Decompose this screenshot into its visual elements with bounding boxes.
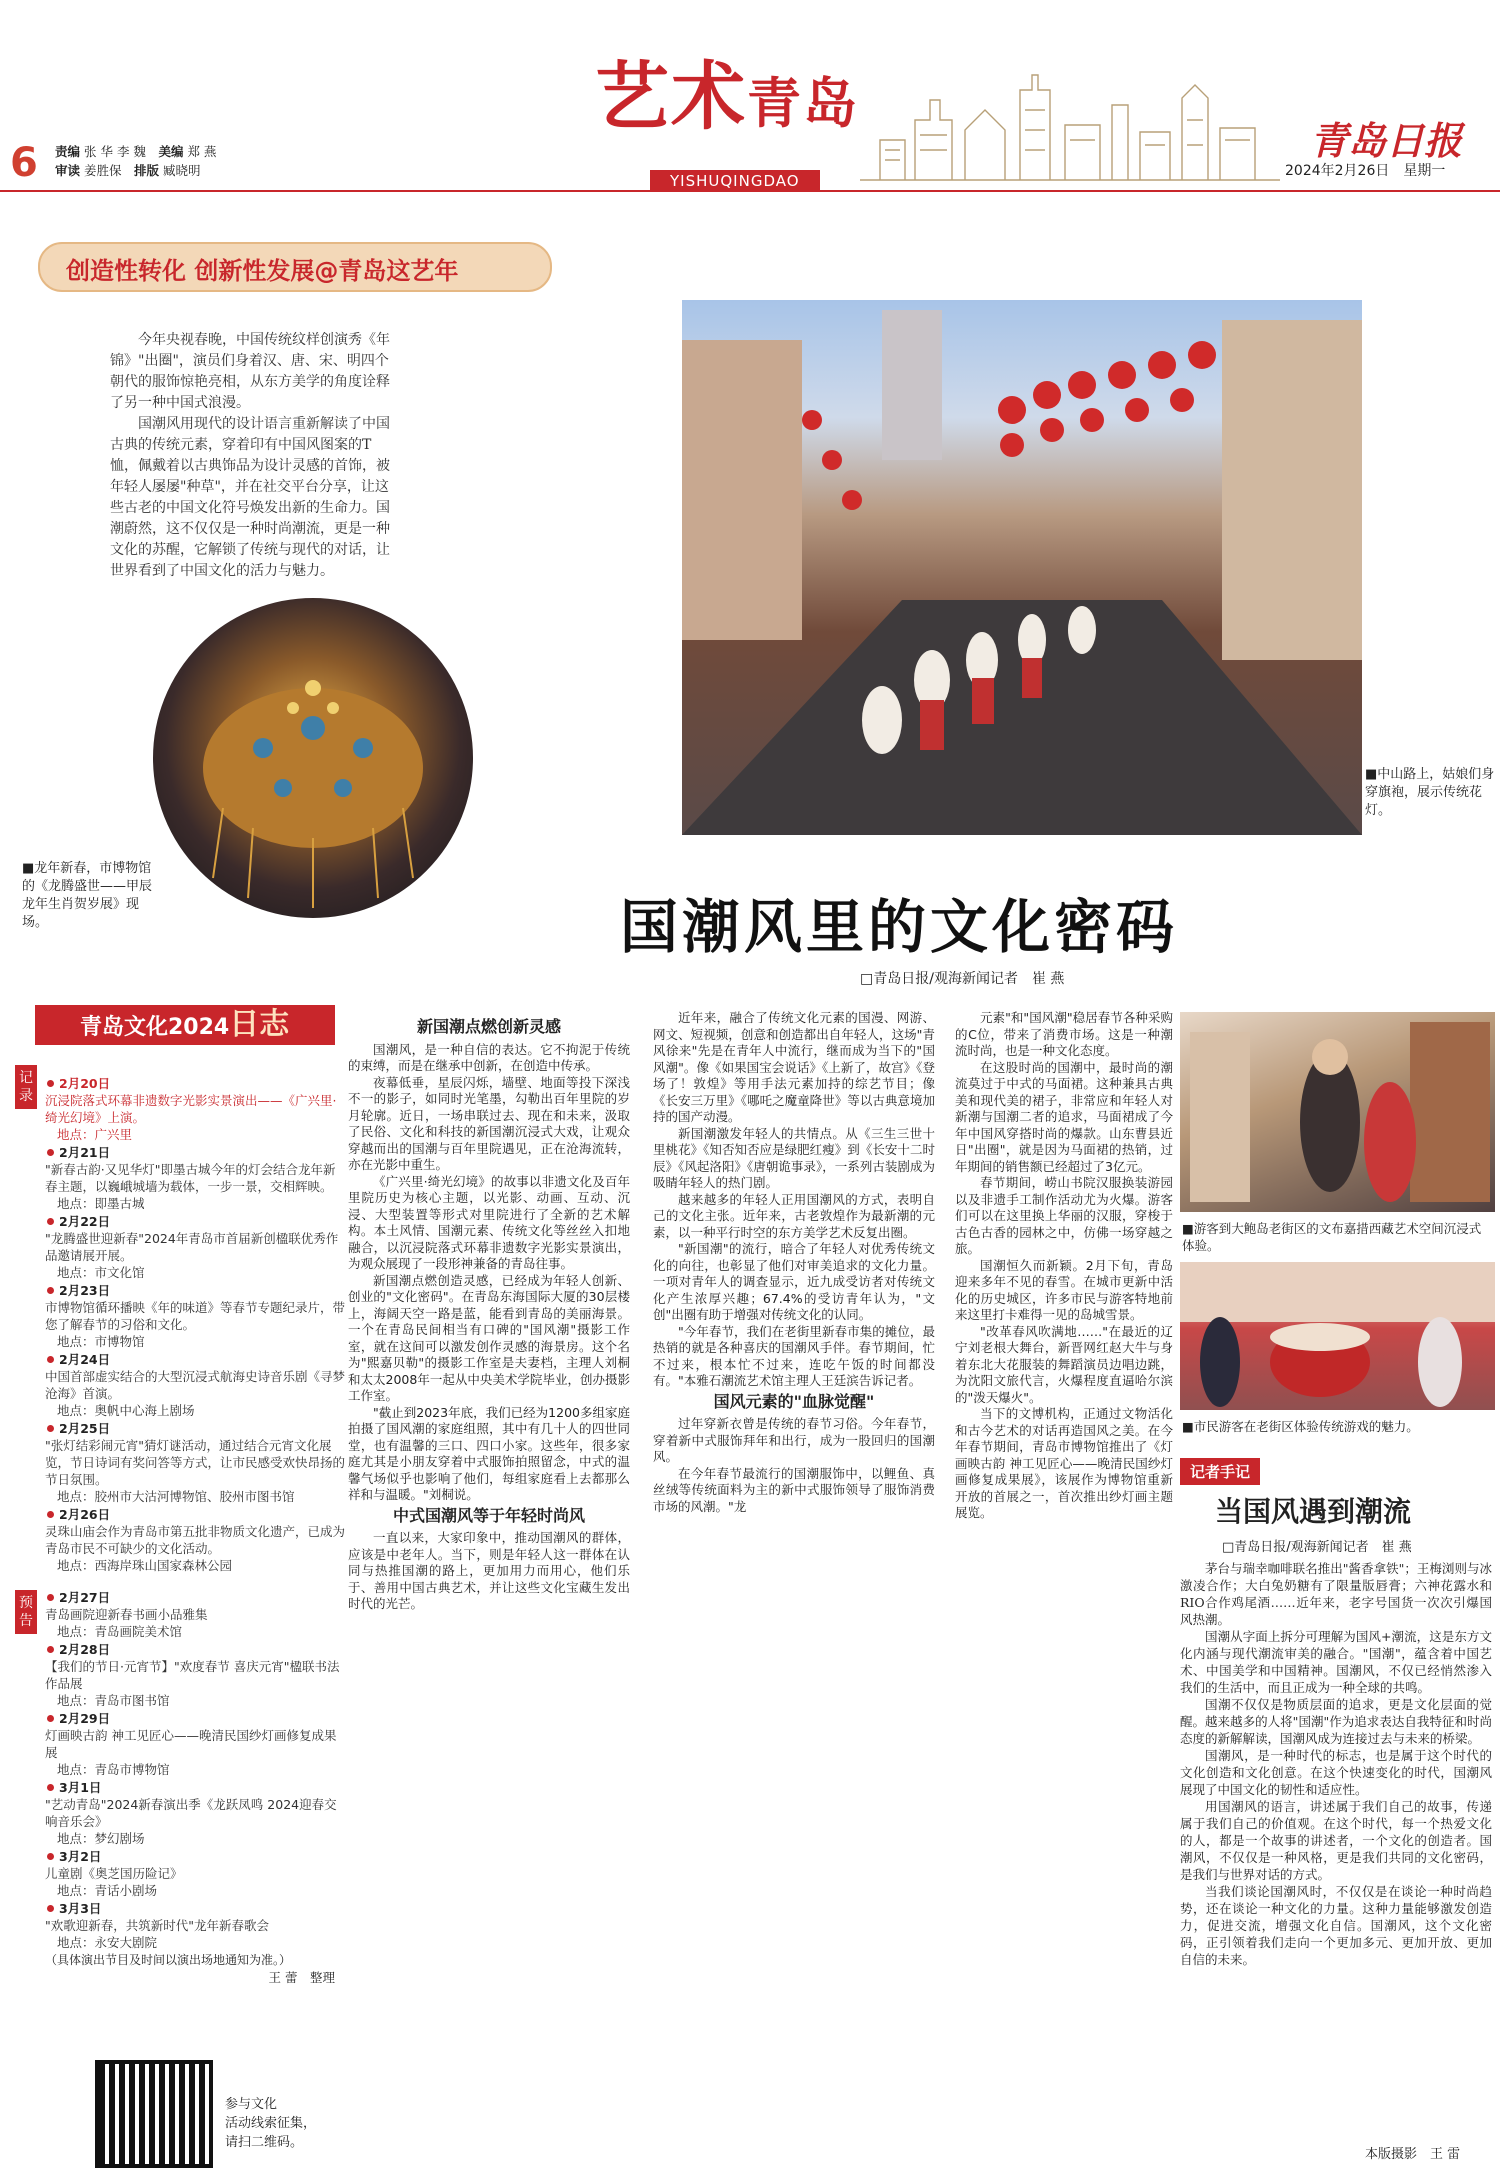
log-date: 2月29日 [45, 1710, 345, 1727]
log-text: "龙腾盛世迎新春"2024年青岛市首届新创楹联优秀作品邀请展开展。 [45, 1231, 339, 1263]
log-entry [45, 1213, 345, 1281]
tag-record: 记录 [15, 1065, 37, 1109]
section-brand: 艺术青岛 [595, 54, 859, 140]
log-text: 【我们的节日·元宵节】"欢度春节 喜庆元宵"楹联书法作品展 [45, 1659, 340, 1691]
page-number: 6 [10, 140, 38, 186]
section-pinyin: YISHUQINGDAO [650, 170, 820, 192]
article-paragraph: 元素"和"国风潮"稳居春节各种采购的C位，带来了消费市场。这是一种潮流时尚，也是一种文化态度。 [955, 1010, 1173, 1058]
article-paragraph: 近年来，融合了传统文化元素的国漫、网游、网文、短视频，创意和创造都出自年轻人，这场"青风徐来"先是在青年人中流行，继而成为当下的"国风潮"。像《如果国宝会说话》《上新了，故宫》《登场了！敦煌》等用手法元素加持的综艺节目；像《长安三万里》《哪吒之魔童降世》等以古典意境加持的国产动漫。 [653, 1010, 935, 1124]
log-venue: 地点：梦幻剧场 [57, 1831, 145, 1846]
log-text: 中国首部虚实结合的大型沉浸式航海史诗音乐剧《寻梦沧海》首演。 [45, 1369, 346, 1401]
editors-note-body [1180, 1560, 1492, 1968]
log-date: 3月3日 [45, 1900, 345, 1917]
article-paragraph: 春节期间，崂山书院汉服换装游园以及非遗手工制作活动尤为火爆。游客们可以在这里换上华丽的汉服，穿梭于古色古香的园林之中，仿佛一场穿越之旅。 [955, 1175, 1173, 1256]
editor-credits [55, 142, 216, 180]
article-paragraph: 新国潮激发年轻人的共情点。从《三生三世十里桃花》《知否知否应是绿肥红瘦》到《长安十二时辰》《风起洛阳》《唐朝诡事录》，一系列古装剧成为吸睛年轻人的热门剧。 [653, 1125, 935, 1190]
note-paragraph: 国潮从字面上拆分可理解为国风+潮流，这是东方文化内涵与现代潮流审美的融合。"国潮"，蕴含着中国艺术、中国美学和中国精神。国潮风，不仅已经悄然渗入我们的生活中，而且正成为一种全球的共鸣。 [1180, 1629, 1492, 1695]
preview-entry [45, 1710, 345, 1778]
preview-entry [45, 1589, 345, 1640]
subheading: 中式国潮风等于年轻时尚风 [392, 1505, 585, 1525]
dragon-crown-photo [150, 595, 476, 921]
article-paragraph: 新国潮点燃创造灵感，已经成为年轻人创新、创业的"文化密码"。在青岛东海国际大厦的30层楼上，海阔天空一路是蓝，能看到青岛的美丽海景。一个在青岛民间相当有口碑的"国风潮"摄影工作室，就在这间可以激发创作灵感的海景房。这个名为"熙嘉贝勒"的摄影工作室是夫妻档，主理人刘桐和太太2008年一起从中央美术学院毕业，创办摄影工作室。 [348, 1272, 630, 1403]
log-title: 青岛文化2024日志 [35, 1005, 335, 1045]
log-date: 2月23日 [45, 1282, 345, 1299]
note-paragraph: 国潮风，是一种时代的标志，也是属于这个时代的文化创造和文化创意。在这个快速变化的时代，国潮风展现了中国文化的韧性和适应性。 [1180, 1748, 1492, 1797]
traditional-game-photo [1180, 1262, 1495, 1410]
banner-text: 创造性转化 创新性发展@青岛这艺年 [66, 257, 459, 285]
log-venue: 地点：西海岸珠山国家森林公园 [57, 1558, 233, 1573]
article-paragraph: 一直以来，大家印象中，推动国潮风的群体，应该是中老年人。当下，则是年轻人这一群体在认同与热推国潮的路上，更加用力而用心，他们乐于、善用中国古典艺术，并让这些文化宝藏生发出时代的光芒。 [348, 1530, 630, 1611]
main-headline: 国潮风里的文化密码 [620, 893, 1179, 961]
subheading: 新国潮点燃创新灵感 [416, 1017, 561, 1036]
editors-note-title: 当国风遇到潮流 [1215, 1495, 1412, 1528]
note-paragraph: 国潮不仅仅是物质层面的追求，更是文化层面的觉醒。越来越多的人将"国潮"作为追求表达自我特征和时尚态度的新解解读，国潮风成为连接过去与未来的桥梁。 [1180, 1697, 1492, 1746]
note-paragraph: 茅台与瑞幸咖啡联名推出"酱香拿铁"；王梅浏则与冰激凌合作；大白兔奶糖有了限量版唇膏；六神花露水和RIO合作鸡尾酒……近年来，老字号国货一次次引爆国风热潮。 [1180, 1561, 1492, 1627]
log-venue: 地点：青岛市图书馆 [57, 1693, 170, 1708]
newspaper-logo: 青岛日报 [1310, 118, 1463, 163]
log-venue: 地点：市文化馆 [57, 1265, 145, 1280]
log-venue: 地点：青岛画院美术馆 [57, 1624, 183, 1639]
log-entry [45, 1075, 345, 1143]
log-date: 2月24日 [45, 1351, 345, 1368]
log-text: 青岛画院迎新春书画小品雅集 [45, 1607, 208, 1622]
log-venue: 地点：青话小剧场 [57, 1883, 158, 1898]
article-paragraph: 当下的文博机构，正通过文物活化和古今艺术的对话再造国风之美。在今年春节期间，青岛市博物馆推出了《灯画映古韵 神工见匠心——晚清民国纱灯画修复成果展》，该展作为博物馆重新开放的首展之一，首次推出纱灯画主题展览。 [955, 1406, 1173, 1520]
log-date: 2月21日 [45, 1144, 345, 1161]
tibetan-art-photo [1180, 1012, 1495, 1212]
log-venue: 地点：即墨古城 [57, 1196, 145, 1211]
log-venue: 地点：广兴里 [57, 1127, 133, 1142]
log-entry [45, 1282, 345, 1350]
article-column-2 [653, 1010, 935, 1515]
byline: □青岛日报/观海新闻记者 崔 燕 [860, 971, 1065, 987]
log-text: "欢歌迎新春，共筑新时代"龙年新春歌会 [45, 1918, 269, 1933]
crown-photo-sketch [153, 598, 473, 918]
article-paragraph: "新国潮"的流行，暗合了年轻人对优秀传统文化的向往，也彰显了他们对审美追求的文化力量。一项对青年人的调查显示，近九成受访者对传统文化产生浓厚兴趣；67.4%的受访青年认为，"文创"出圈有助于增强对传统文化的认同。 [653, 1241, 935, 1322]
editors-note-byline: □青岛日报/观海新闻记者 崔 燕 [1222, 1540, 1412, 1555]
log-date: 2月26日 [45, 1506, 345, 1523]
log-venue: 地点：奥帆中心海上剧场 [57, 1403, 195, 1418]
log-venue: 地点：市博物馆 [57, 1334, 145, 1349]
dateline: 2024年2月26日 星期一 [1285, 163, 1446, 179]
log-date: 2月28日 [45, 1641, 345, 1658]
street-parade-photo [682, 300, 1362, 835]
log-editor: 王 蕾 整理 [268, 1970, 335, 1985]
article-paragraph: "改革春风吹满地……"在最近的辽宁刘老根大舞台，新晋网红赵大牛与身着东北大花服装的舞蹈演员边唱边跳，为沈阳文旅代言，火爆程度直逼哈尔滨的"泼天爆火"。 [955, 1323, 1173, 1405]
lead-text [110, 330, 398, 582]
log-text: 灯画映古韵 神工见匠心——晚清民国纱灯画修复成果展 [45, 1728, 337, 1760]
log-text: 沉浸院落式环幕非遗数字光影实景演出——《广兴里·绮光幻境》上演。 [45, 1093, 337, 1125]
article-paragraph: 国潮恒久而新颖。2月下旬，青岛迎来多年不见的春雪。在城市更新中活化的历史城区，许多市民与游客特地前来这里打卡难得一见的岛城雪景。 [955, 1257, 1173, 1322]
log-date: 2月20日 [45, 1075, 345, 1092]
article-column-3 [955, 1010, 1173, 1522]
lead-paragraph: 国潮风用现代的设计语言重新解读了中国古典的传统元素，穿着印有中国风图案的T恤，佩戴着以古典饰品为设计灵感的首饰，被年轻人屡屡"种草"，并在社交平台分享，让这些古老的中国文化符号焕发出新的生命力。国潮蔚然，这不仅仅是一种时尚潮流，更是一种文化的苏醒，它解锁了传统与现代的对话，让世界看到了中国文化的活力与魅力。 [110, 416, 390, 579]
preview-entry [45, 1848, 345, 1899]
article-paragraph: 在今年春节最流行的国潮服饰中，以鲤鱼、真丝绒等传统面料为主的新中式服饰领导了服饰消费市场的风潮。"龙 [653, 1465, 935, 1514]
log-date: 2月25日 [45, 1420, 345, 1437]
log-date: 3月1日 [45, 1779, 345, 1796]
photo-caption: ■中山路上，姑娘们身穿旗袍，展示传统花灯。 [1365, 767, 1495, 818]
log-text: 灵珠山庙会作为青岛市第五批非物质文化遗产，已成为青岛市民不可缺少的文化活动。 [45, 1524, 346, 1556]
drum-photo-sketch [1180, 1262, 1495, 1410]
article-paragraph: "今年春节，我们在老街里新春市集的摊位，最热销的就是各种喜庆的国潮风手伴。春节期间，忙不过来，根本忙不过来，连吃午饭的时间都没有。"本雅石潮流艺术馆主理人王廷滨告诉记者。 [653, 1323, 935, 1388]
log-text: 儿童剧《奥芝国历险记》 [45, 1866, 183, 1881]
note-paragraph: 用国潮风的语言，讲述属于我们自己的故事，传递属于我们自己的价值观。在这个时代，每一个热爱文化的人，都是一个故事的讲述者，一个文化的创造者。国潮风，不仅仅是一种风格，更是我们共同的文化密码，是我们与世界对话的方式。 [1180, 1799, 1492, 1882]
log-venue: 地点：青岛市博物馆 [57, 1762, 170, 1777]
log-text: "张灯结彩闹元宵"猜灯谜活动，通过结合元宵文化展览，节日诗词有奖问答等方式，让市民感受欢快昂扬的节日氛围。 [45, 1438, 346, 1487]
article-paragraph: 过年穿新衣曾是传统的春节习俗。今年春节，穿着新中式服饰拜年和出行，成为一股回归的国潮风。 [653, 1416, 935, 1464]
log-venue: 地点：永安大剧院 [57, 1935, 158, 1950]
log-note: （具体演出节目及时间以演出场地通知为准。） [45, 1953, 292, 1967]
article-column-1 [348, 1015, 630, 1613]
topic-banner [38, 242, 552, 292]
log-text: 市博物馆循环播映《年的味道》等春节专题纪录片，带您了解春节的习俗和文化。 [45, 1300, 346, 1332]
subheading: 国风元素的"血脉觉醒" [713, 1391, 875, 1411]
photo-caption: ■游客到大鲍岛老街区的文布嘉措西藏艺术空间沉浸式体验。 [1182, 1221, 1482, 1253]
log-entry [45, 1420, 345, 1505]
article-paragraph: 国潮风，是一种自信的表达。它不拘泥于传统的束缚，而是在继承中创新，在创造中传承。 [348, 1041, 630, 1073]
article-paragraph: 在这股时尚的国潮中，最时尚的潮流莫过于中式的马面裙。这种兼具古典美和现代美的裙子，非常应和年轻人对新潮与国潮二者的追求，马面裙成了今年中国风穿搭时尚的爆款。山东曹县近日"出圈"，就是因为马面裙的热销，过年期间的销售额已经超过了3亿元。 [955, 1059, 1173, 1174]
log-entry [45, 1144, 345, 1212]
skyline-illustration [860, 70, 1280, 182]
lead-paragraph: 今年央视春晚，中国传统纹样创演秀《年锦》"出圈"，演员们身着汉、唐、宋、明四个朝代的服饰惊艳亮相，从东方美学的角度诠释了另一种中国式浪漫。 [110, 332, 390, 411]
photo-credit: 本版摄影 王 雷 [1365, 2147, 1461, 2162]
tag-preview: 预告 [15, 1590, 37, 1634]
wax-photo-sketch [1180, 1012, 1495, 1212]
credit-line: 审读 姜胜保 排版 臧晓明 [55, 163, 201, 178]
log-text: "艺动青岛"2024新春演出季《龙跃凤鸣 2024迎春交响音乐会》 [45, 1797, 337, 1829]
preview-entry [45, 1900, 345, 1951]
street-photo-sketch [682, 300, 1362, 835]
log-text: "新春古韵·又见华灯"即墨古城今年的灯会结合龙年新春主题，以巍峨城墙为载体，一步一景，交相辉映。 [45, 1162, 336, 1194]
article-paragraph: 夜幕低垂，星辰闪烁，墙壁、地面等投下深浅不一的影子，如同时光笔墨，勾勒出百年里院的岁月轮廓。近日，一场串联过去、现在和未来，汲取了民俗、文化和科技的新国潮沉浸式大戏，让观众穿越而出的国潮与百年里院遇见，正在沧海流转，亦在光影中重生。 [348, 1074, 630, 1172]
photo-caption: ■市民游客在老街区体验传统游戏的魅力。 [1182, 1419, 1419, 1434]
article-paragraph: "截止到2023年底，我们已经为1200多组家庭拍摄了国风潮的家庭组照，其中有几十人的四世同堂，也有温馨的三口、四口小家。这些年，很多家庭尤其是小朋友穿着中式服饰拍照留念，中式的温馨气场似乎也影响了他们，每组家庭看上去都那么祥和与温暖。"刘桐说。 [348, 1404, 630, 1502]
qr-caption: 参与文化 活动线索征集， 请扫二维码。 [225, 2097, 317, 2150]
masthead-rule [0, 190, 1500, 192]
preview-entry [45, 1779, 345, 1847]
note-paragraph: 当我们谈论国潮风时，不仅仅是在谈论一种时尚趋势，还在谈论一种文化的力量。这种力量能够激发创造力，促进交流，增强文化自信。国潮风，这个文化密码，正引领着我们走向一个更加多元、更加开放、更加自信的未来。 [1180, 1884, 1492, 1967]
credit-line: 责编 张 华 李 魏 美编 郑 燕 [55, 144, 217, 159]
log-venue: 地点：胶州市大沽河博物馆、胶州市图书馆 [57, 1489, 295, 1504]
qr-code[interactable] [95, 2060, 213, 2168]
article-paragraph: 越来越多的年轻人正用国潮风的方式，表明自己的文化主张。近年来，古老敦煌作为最新潮的元素，以一种平行时空的东方美学艺术反复出圈。 [653, 1191, 935, 1240]
log-entry [45, 1351, 345, 1419]
log-date: 3月2日 [45, 1848, 345, 1865]
log-entry [45, 1506, 345, 1574]
preview-entry [45, 1641, 345, 1709]
log-date: 2月27日 [45, 1589, 345, 1606]
article-paragraph: 《广兴里·绮光幻境》的故事以非遗文化及百年里院历史为核心主题，以光影、动画、互动、沉浸、大型装置等形式对里院进行了全新的艺术解构。本土风情、国潮元素、传统文化等丝丝入扣地融合，以沉浸院落式环幕非遗数字光影实景演出，为观众展现了一段形神兼备的青岛往事。 [348, 1173, 630, 1271]
editors-note-tag: 记者手记 [1180, 1458, 1260, 1485]
culture-log [45, 1075, 345, 1986]
log-date: 2月22日 [45, 1213, 345, 1230]
photo-caption: ■龙年新春，市博物馆的《龙腾盛世——甲辰龙年生肖贺岁展》现场。 [22, 861, 153, 930]
